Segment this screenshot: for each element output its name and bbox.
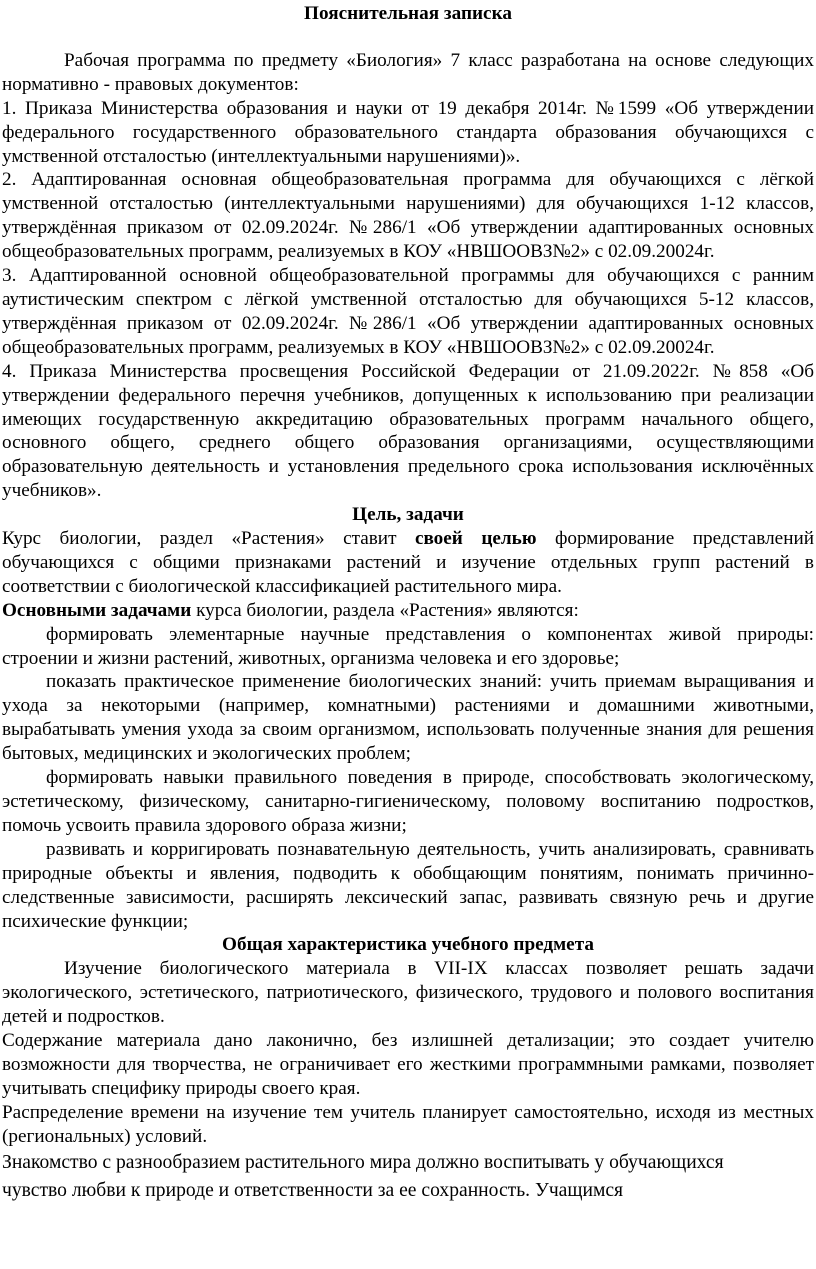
goal-text-after: формирование представлений обучающихся с общими признаками растений и изучение отдельных групп растений в соответствии с биологической классификацией растительного мира. xyxy=(2,528,814,597)
tasks-intro xyxy=(2,599,814,623)
task-item-3: формировать навыки правильного поведения в природе, способствовать экологическому, эстетическому, физическому, санитарно-гигиеническому, половому воспитанию подростков, помочь усвоить правила здорового образа жизни; xyxy=(2,767,814,836)
general-paragraph-3: Распределение времени на изучение тем учитель планирует самостоятельно, исходя из местных (региональных) условий. xyxy=(2,1101,814,1147)
spacer xyxy=(2,26,814,49)
goal-text-before: Курс биологии, раздел «Растения» ставит xyxy=(2,528,415,550)
general-paragraph-2: Содержание материала дано лаконично, без излишней детализации; это создает учителю возможности для творчества, не ограничивает его жесткими программными рамками, позволяет учитывать специфику природы своего края. xyxy=(2,1030,814,1099)
task-item-2: показать практическое применение биологических знаний: учить приемам выращивания и ухода за некоторыми (например, комнатными) растениями и домашними животными, вырабатывать умения ухода за своим организмом, использовать полученные знания для решения бытовых, медицинских и экологических проблем; xyxy=(2,671,814,765)
document-page xyxy=(0,2,816,1269)
goal-paragraph xyxy=(2,527,814,599)
legal-doc-4: 4. Приказа Министерства просвещения Российской Федерации от 21.09.2022г. №858 «Об утверждении федерального перечня учебников, допущенных к использованию при реализации имеющих государственную аккредитацию образовательных программ начального общего, основного общего, среднего общего образования организациями, осуществляющими образовательную деятельность и установления предельного срока использования исключённых учебников». xyxy=(2,360,814,502)
goals-heading: Цель, задачи xyxy=(352,504,464,526)
general-heading: Общая характеристика учебного предмета xyxy=(222,934,594,956)
task-item-1: формировать элементарные научные представления о компонентах живой природы: строении и жизни растений, животных, организма человека и его здоровье; xyxy=(2,623,814,669)
legal-doc-2: 2. Адаптированная основная общеобразовательная программа для обучающихся с лёгкой умственной отсталостью (интеллектуальными нарушениями) для обучающихся 1-12 классов, утверждённая приказом от 02.09.2024г. №286/1 «Об утверждении адаптированных основных общеобразовательных программ, реализуемых в КОУ «НВШООВЗ№2» с 02.09.20024г. xyxy=(2,169,814,263)
tasks-intro-text: курса биологии, раздела «Растения» являются: xyxy=(191,599,579,621)
tasks-intro-bold: Основными задачами xyxy=(2,599,192,621)
general-paragraph-1: Изучение биологического материала в VII-IX классах позволяет решать задачи экологического, эстетического, патриотического, физического, трудового и полового воспитания детей и подростков. xyxy=(2,958,814,1028)
document-title: Пояснительная записка xyxy=(304,3,512,24)
goal-text-bold: своей целью xyxy=(414,528,537,550)
legal-doc-1: 1. Приказа Министерства образования и науки от 19 декабря 2014г. №1599 «Об утверждении федерального государственного образовательного стандарта образования обучающихся с умственной отсталостью (интеллектуальными нарушениями)». xyxy=(2,97,814,167)
closing-line-2: чувство любви к природе и ответственности за ее сохранность. Учащимся xyxy=(2,1179,624,1201)
task-item-4: развивать и корригировать познавательную деятельность, учить анализировать, сравнивать природные объекты и явления, подводить к обобщающим понятиям, понимать причинно-следственные зависимости, расширять лексический запас, развивать связную речь и другие психические функции; xyxy=(2,838,814,932)
closing-line-1: Знакомство с разнообразием растительного мира должно воспитывать у обучающихся xyxy=(2,1151,724,1173)
intro-paragraph: Рабочая программа по предмету «Биология» 7 класс разработана на основе следующих нормативно - правовых документов: xyxy=(2,49,814,95)
legal-doc-3: 3. Адаптированной основной общеобразовательной программы для обучающихся с ранним аутистическим спектром с лёгкой умственной отсталостью для обучающихся 5-12 классов, утверждённая приказом от 02.09.2024г. №286/1 «Об утверждении адаптированных основных общеобразовательных программ, реализуемых в КОУ «НВШООВЗ№2» с 02.09.20024г. xyxy=(2,265,814,358)
